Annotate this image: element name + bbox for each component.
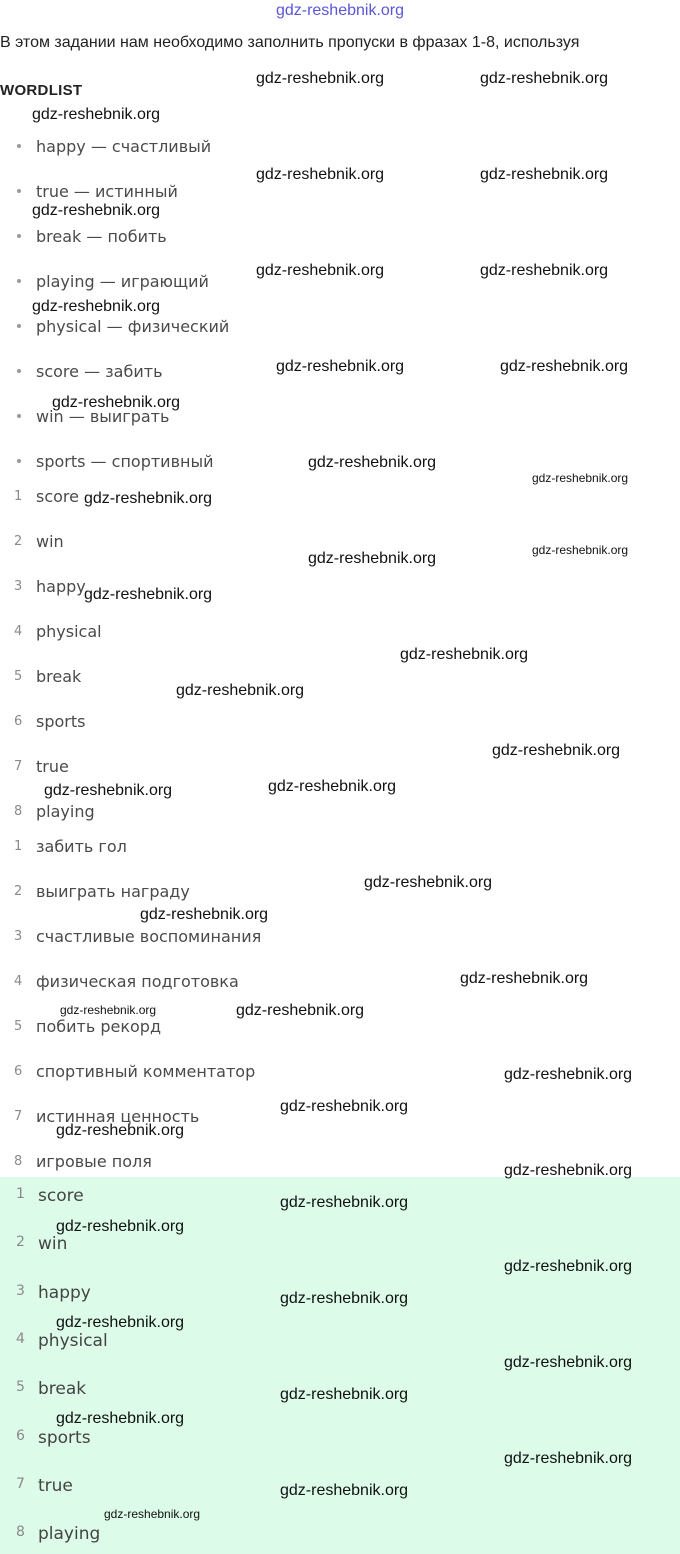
phrase-text: побить рекорд (36, 1016, 162, 1036)
word-text: playing (36, 801, 95, 821)
phrase-text: выиграть награду (36, 881, 190, 901)
watermark: gdz-reshebnik.org (280, 1098, 409, 1115)
bullet-icon (17, 369, 21, 373)
answer-number: 6 (16, 1428, 25, 1444)
watermark: gdz-reshebnik.org (32, 298, 161, 315)
item-number: 3 (14, 578, 23, 594)
watermark: gdz-reshebnik.org (504, 1450, 633, 1467)
watermark: gdz-reshebnik.org (532, 543, 629, 557)
answer-text: win (38, 1234, 68, 1254)
bullet-icon (17, 414, 21, 418)
word-text: sports (36, 711, 86, 731)
watermark: gdz-reshebnik.org (32, 106, 161, 123)
watermark: gdz-reshebnik.org (480, 70, 609, 87)
word-text: physical (36, 621, 102, 641)
site-header-link[interactable]: gdz-reshebnik.org (275, 2, 405, 19)
watermark: gdz-reshebnik.org (256, 262, 385, 279)
watermark: gdz-reshebnik.org (52, 394, 181, 411)
watermark: gdz-reshebnik.org (56, 1314, 185, 1331)
answer-number: 2 (16, 1234, 25, 1250)
wordlist-item-text: sports — спортивный (36, 451, 214, 471)
phrase-text: истинная ценность (36, 1106, 200, 1126)
watermark: gdz-reshebnik.org (256, 70, 385, 87)
watermark: gdz-reshebnik.org (492, 742, 621, 759)
item-number: 4 (14, 623, 23, 639)
item-number: 3 (14, 928, 23, 944)
watermark: gdz-reshebnik.org (84, 490, 213, 507)
watermark: gdz-reshebnik.org (276, 358, 405, 375)
wordlist-item-text: win — выиграть (36, 406, 170, 426)
bullet-icon (17, 459, 21, 463)
item-number: 7 (14, 1108, 23, 1124)
watermark: gdz-reshebnik.org (504, 1066, 633, 1083)
answer-text: playing (38, 1524, 101, 1544)
answer-number: 8 (16, 1524, 25, 1540)
item-number: 2 (14, 883, 23, 899)
word-text: win (36, 531, 64, 551)
phrase-text: забить гол (36, 836, 127, 856)
answer-number: 7 (16, 1476, 25, 1492)
wordlist-item-text: break — побить (36, 226, 167, 246)
watermark: gdz-reshebnik.org (480, 166, 609, 183)
bullet-icon (17, 324, 21, 328)
answer-text: break (38, 1379, 87, 1399)
wordlist-item-text: score — забить (36, 361, 163, 381)
watermark: gdz-reshebnik.org (236, 1002, 365, 1019)
phrase-text: физическая подготовка (36, 971, 239, 991)
answer-number: 4 (16, 1331, 25, 1347)
watermark: gdz-reshebnik.org (32, 202, 161, 219)
bullet-icon (17, 279, 21, 283)
watermark: gdz-reshebnik.org (56, 1218, 185, 1235)
item-number: 8 (14, 803, 23, 819)
watermark: gdz-reshebnik.org (504, 1354, 633, 1371)
watermark: gdz-reshebnik.org (56, 1410, 185, 1427)
watermark: gdz-reshebnik.org (308, 550, 437, 567)
answer-number: 1 (16, 1186, 25, 1202)
watermark: gdz-reshebnik.org (140, 906, 269, 923)
watermark: gdz-reshebnik.org (504, 1258, 633, 1275)
answer-text: sports (38, 1428, 91, 1448)
answer-text: physical (38, 1331, 108, 1351)
item-number: 5 (14, 1018, 23, 1034)
bullet-icon (17, 144, 21, 148)
wordlist-item-text: true — истинный (36, 181, 178, 201)
item-number: 8 (14, 1153, 23, 1169)
item-number: 5 (14, 668, 23, 684)
word-text: happy (36, 576, 86, 596)
wordlist-item-text: physical — физический (36, 316, 230, 336)
watermark: gdz-reshebnik.org (280, 1290, 409, 1307)
wordlist-title: WORDLIST (0, 82, 83, 99)
bullet-icon (17, 189, 21, 193)
answer-text: happy (38, 1283, 91, 1303)
word-text: break (36, 666, 82, 686)
watermark: gdz-reshebnik.org (532, 471, 629, 485)
watermark: gdz-reshebnik.org (84, 586, 213, 603)
watermark: gdz-reshebnik.org (256, 166, 385, 183)
watermark: gdz-reshebnik.org (400, 646, 529, 663)
watermark: gdz-reshebnik.org (60, 1003, 157, 1017)
watermark: gdz-reshebnik.org (500, 358, 629, 375)
watermark: gdz-reshebnik.org (480, 262, 609, 279)
wordlist-item-text: playing — играющий (36, 271, 209, 291)
item-number: 1 (14, 488, 23, 504)
phrase-text: игровые поля (36, 1151, 152, 1171)
wordlist-item-text: happy — счастливый (36, 136, 212, 156)
task-intro: В этом задании нам необходимо заполнить пропуски в фразах 1-8, используя (0, 34, 580, 51)
item-number: 7 (14, 758, 23, 774)
answer-number: 3 (16, 1283, 25, 1299)
item-number: 2 (14, 533, 23, 549)
answer-text: true (38, 1476, 73, 1496)
watermark: gdz-reshebnik.org (308, 454, 437, 471)
phrase-text: счастливые воспоминания (36, 926, 262, 946)
watermark: gdz-reshebnik.org (44, 782, 173, 799)
watermark: gdz-reshebnik.org (280, 1482, 409, 1499)
watermark: gdz-reshebnik.org (280, 1386, 409, 1403)
item-number: 6 (14, 713, 23, 729)
item-number: 1 (14, 838, 23, 854)
answer-text: score (38, 1186, 84, 1206)
watermark: gdz-reshebnik.org (176, 682, 305, 699)
phrase-text: спортивный комментатор (36, 1061, 256, 1081)
watermark: gdz-reshebnik.org (504, 1162, 633, 1179)
word-text: score (36, 486, 79, 506)
watermark: gdz-reshebnik.org (104, 1507, 201, 1521)
watermark: gdz-reshebnik.org (460, 970, 589, 987)
answer-number: 5 (16, 1379, 25, 1395)
watermark: gdz-reshebnik.org (268, 778, 397, 795)
watermark: gdz-reshebnik.org (280, 1194, 409, 1211)
item-number: 6 (14, 1063, 23, 1079)
word-text: true (36, 756, 69, 776)
watermark: gdz-reshebnik.org (56, 1122, 185, 1139)
watermark: gdz-reshebnik.org (364, 874, 493, 891)
item-number: 4 (14, 973, 23, 989)
bullet-icon (17, 234, 21, 238)
